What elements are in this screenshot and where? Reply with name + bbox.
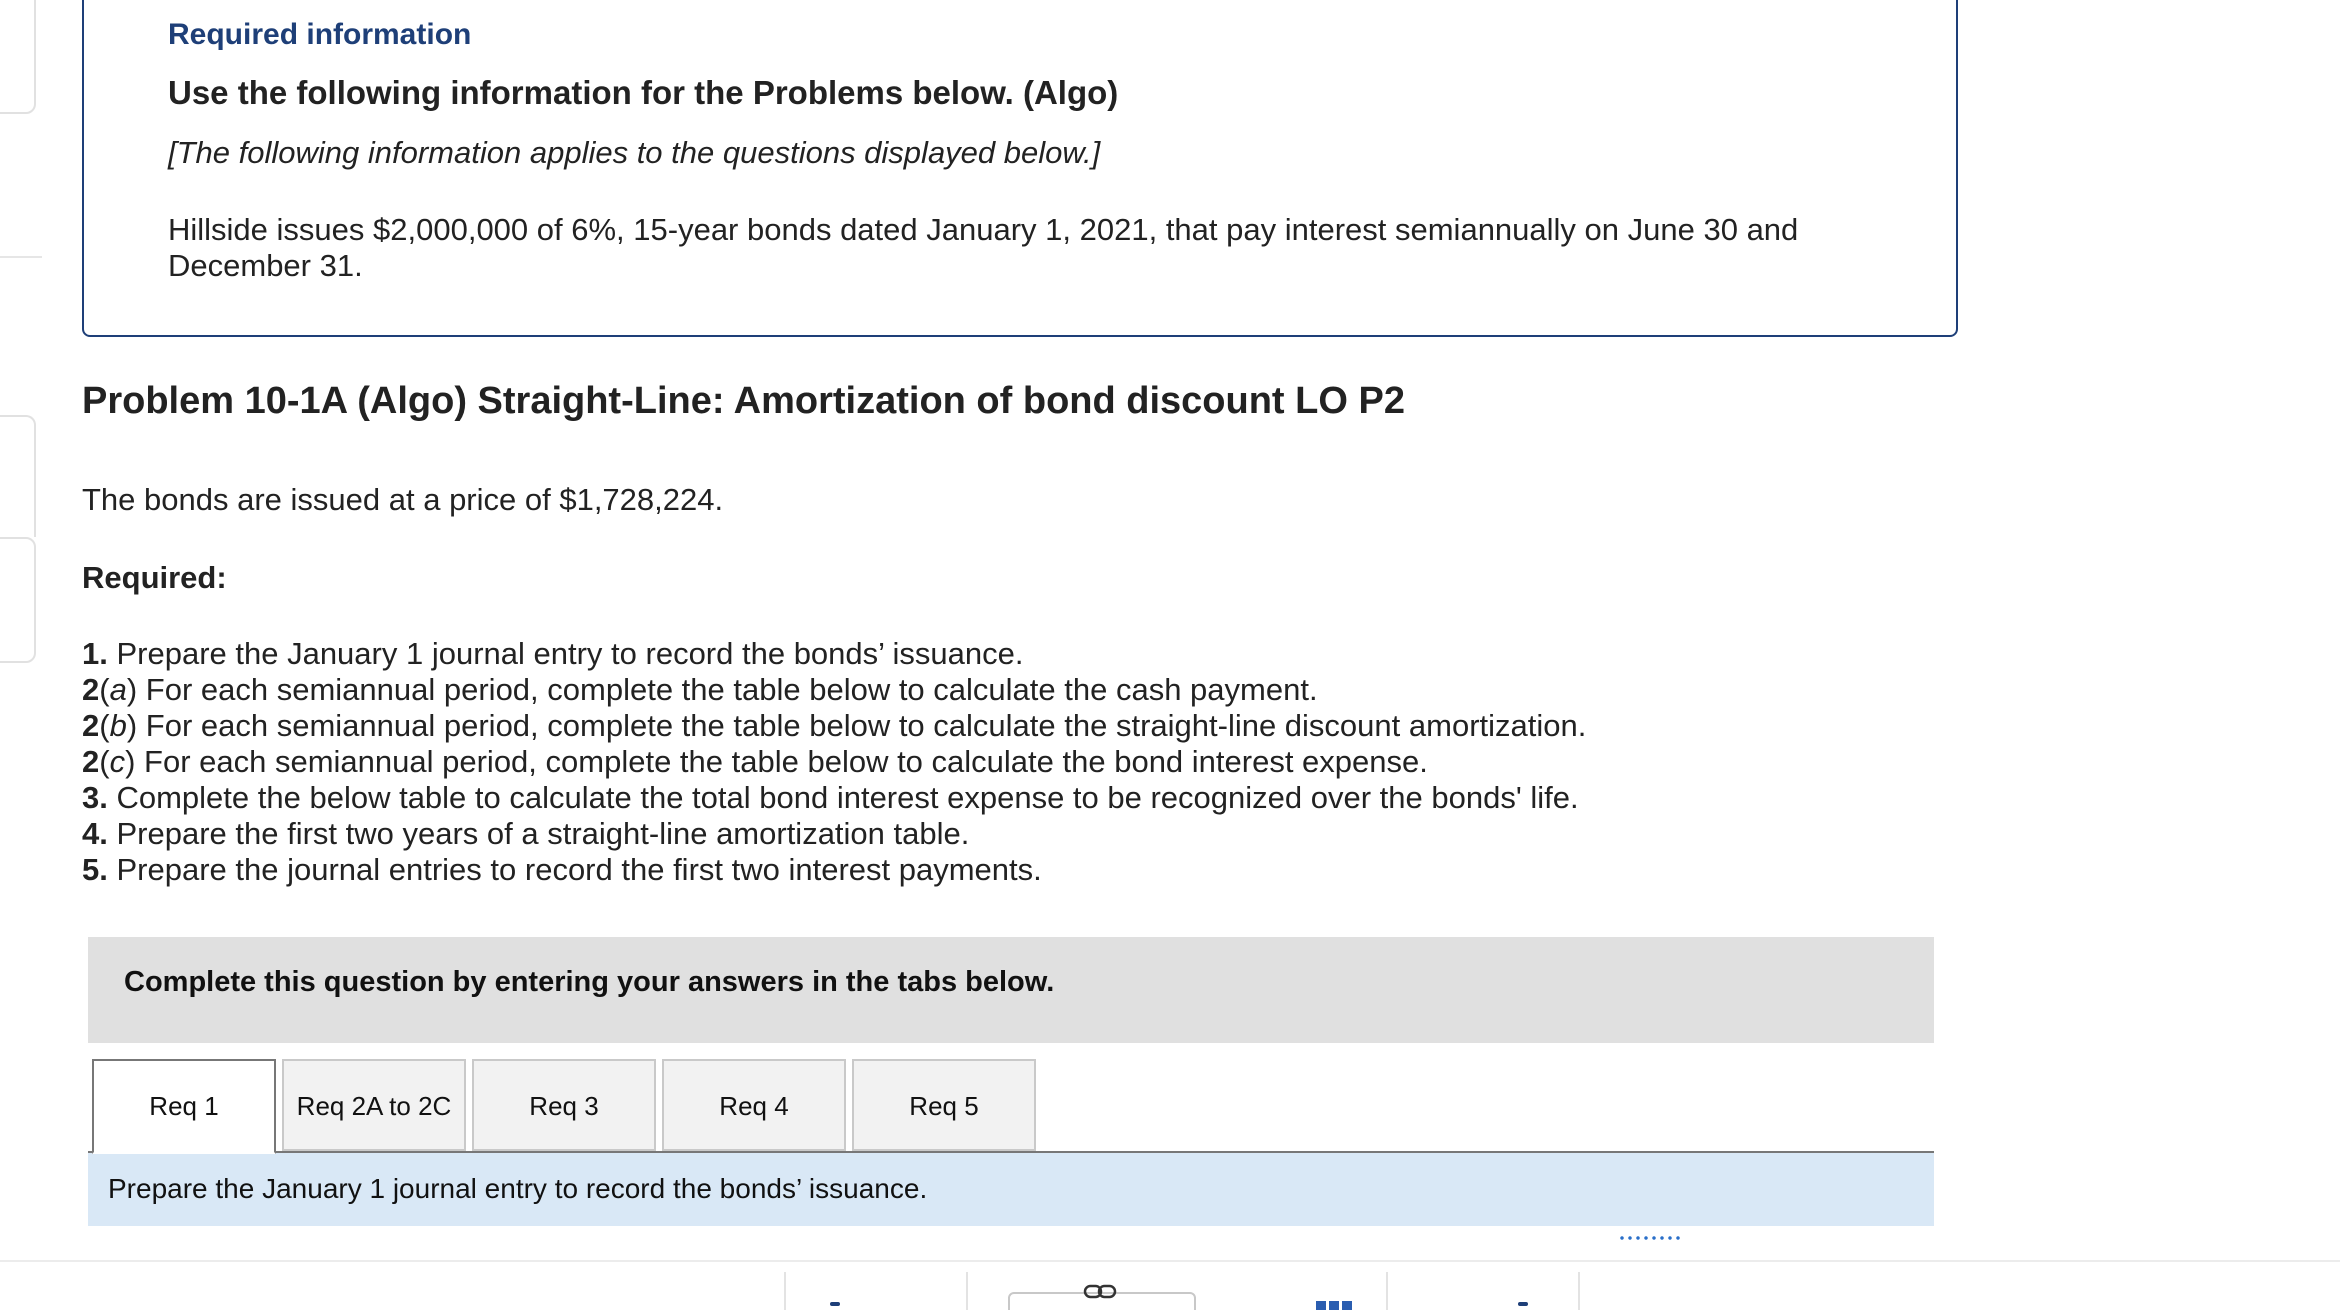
requirement-number: 5. xyxy=(82,852,108,887)
requirement-item: 2(b) For each semiannual period, complete the table below to calculate the straight-line discount amortization. xyxy=(82,708,1587,743)
side-panel-card[interactable] xyxy=(0,537,36,663)
requirement-item: 2(c) For each semiannual period, complete the table below to calculate the bond interest expense. xyxy=(82,744,1428,779)
side-panel-card[interactable] xyxy=(0,0,36,114)
prev-arrow-icon[interactable] xyxy=(830,1302,840,1306)
requirements-list xyxy=(82,636,1882,888)
requirement-item xyxy=(82,816,1882,852)
requirement-text: For each semiannual period, complete the table below to calculate the cash payment. xyxy=(137,672,1318,707)
requirement-text: For each semiannual period, complete the table below to calculate the straight-line discount amortization. xyxy=(137,708,1587,743)
requirement-item: 2(a) For each semiannual period, complete the table below to calculate the cash payment. xyxy=(82,672,1318,707)
requirement-sub: b xyxy=(109,708,127,743)
instruction-banner-text: Complete this question by entering your answers in the tabs below. xyxy=(124,966,1055,998)
tab-panel-instruction-text: Prepare the January 1 journal entry to record the bonds’ issuance. xyxy=(108,1173,928,1204)
more-dots-icon[interactable] xyxy=(1618,1236,1682,1240)
tab-req-1[interactable]: Req 1 xyxy=(92,1059,276,1154)
requirement-text: Prepare the first two years of a straight-line amortization table. xyxy=(107,816,970,851)
next-arrow-icon[interactable] xyxy=(1518,1302,1528,1306)
bottom-toolbar-divider xyxy=(0,1260,2340,1262)
info-card-title: Use the following information for the Problems below. (Algo) xyxy=(168,74,1119,111)
requirement-text: For each semiannual period, complete the table below to calculate the bond interest expense. xyxy=(135,744,1428,779)
requirement-item xyxy=(82,780,1882,816)
required-label: Required: xyxy=(82,560,227,595)
toolbar-separator xyxy=(1386,1272,1388,1310)
tab-req-2a-to-2c[interactable]: Req 2A to 2C xyxy=(282,1059,466,1151)
tab-panel-instruction xyxy=(88,1153,1934,1226)
side-panel-divider xyxy=(0,256,42,258)
requirement-item xyxy=(82,852,1882,888)
requirement-number: 2 xyxy=(82,744,100,779)
requirement-number: 3. xyxy=(82,780,108,815)
requirement-text: Prepare the journal entries to record the first two interest payments. xyxy=(107,852,1042,887)
link-icon[interactable] xyxy=(1083,1282,1117,1302)
required-information-heading: Required information xyxy=(168,18,472,51)
side-panel-card[interactable] xyxy=(0,415,36,537)
info-card-note: [The following information applies to the questions displayed below.] xyxy=(168,135,1101,170)
tab-req-5[interactable]: Req 5 xyxy=(852,1059,1036,1151)
instruction-banner xyxy=(88,937,1934,1043)
requirement-number: 2 xyxy=(82,708,100,743)
info-card-body: Hillside issues $2,000,000 of 6%, 15-year bonds dated January 1, 2021, that pay interest semiannually on June 30 and December 31. xyxy=(168,212,1799,283)
toolbar-separator xyxy=(784,1272,786,1310)
requirement-text: Complete the below table to calculate the total bond interest expense to be recognized over the bonds' life. xyxy=(107,780,1579,815)
requirement-item xyxy=(82,636,1882,672)
requirement-number: 2 xyxy=(82,672,100,707)
tab-req-4[interactable]: Req 4 xyxy=(662,1059,846,1151)
toolbar-separator xyxy=(1578,1272,1580,1310)
requirement-number: 4. xyxy=(82,816,108,851)
requirement-sub: a xyxy=(109,672,127,707)
toolbar-separator xyxy=(966,1272,968,1310)
tab-req-3[interactable]: Req 3 xyxy=(472,1059,656,1151)
problem-title: Problem 10-1A (Algo) Straight-Line: Amortization of bond discount LO P2 xyxy=(82,380,1405,422)
requirement-number: 1. xyxy=(82,636,108,671)
issue-price-text: The bonds are issued at a price of $1,728,224. xyxy=(82,482,724,517)
requirement-text: Prepare the January 1 journal entry to record the bonds’ issuance. xyxy=(107,636,1024,671)
grid-icon[interactable] xyxy=(1316,1301,1352,1310)
requirement-sub: c xyxy=(109,744,126,779)
